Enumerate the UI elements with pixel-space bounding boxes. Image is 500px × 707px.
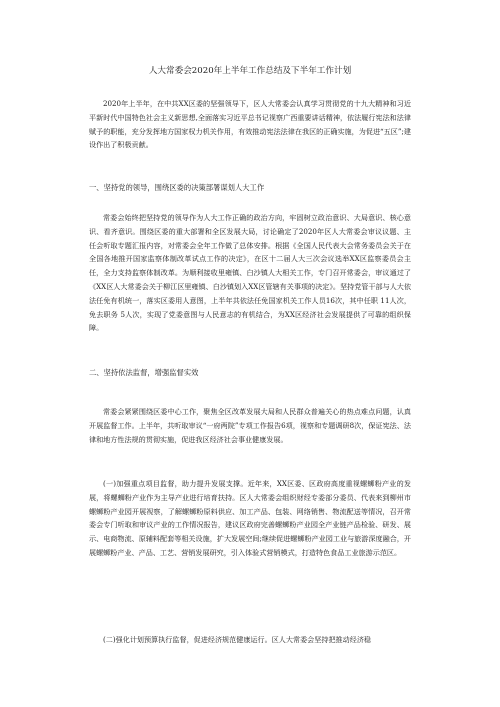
section-1-heading: 一、坚持党的领导，围绕区委的决策部署谋划人大工作 [89,183,265,192]
document-title: 人大常委会2020年上半年工作总结及下半年工作计划 [148,66,352,76]
section-1-body: 常委会始终把坚持党的领导作为人大工作正确的政治方向，牢固树立政治意识、大局意识、核心意识、看齐意识。围绕区委的重大部署和全区发展大局，讨论确定了2020年区人大常委会审议议题、主任会听取专题汇报内容，对常委会全年工作做了总体安排。根据《全国人民代表大会常务委员会关于在全国各地推开国家监察体制改革试点工作的决定》，在区十二届人大三次会议选举XX区监察委员会主任，全力支持监察体制改革。为顺利接收里雍镇、白沙镇人大相关工作，专门召开常委会，审议通过了《XX区人大常委会关于柳江区里雍镇、白沙镇划入XX区管辖有关事项的决定》。坚持党管干部与人大依法任免有机统一，落实区委用人意图，上半年共依法任免国家机关工作人员16次，其中任职 11人次，免去职务 5人次，实现了党委意图与人民意志的有机结合，为XX区经济社会发展提供了可靠的组织保障。 [89,213,411,333]
intro-paragraph: 2020年上半年，在中共XX区委的坚强领导下，区人大常委会认真学习贯彻党的十九大精神和习近平新时代中国特色社会主义新思想,全面落实习近平总书记视察广西重要讲话精神，依法履行宪法和法律赋予的职能，充分发挥地方国家权力机关作用，有效推动宪法法律在我区的正确实施，为促进“五区”;建设作出了积极贡献。 [89,99,411,150]
section-2-heading: 二、坚持依法监督，增强监督实效 [89,368,199,377]
section-2-item-2: (二)强化计划预算执行监督，促进经济规范健康运行。区人大常委会坚持把推动经济稳 [103,635,372,644]
section-2-item-1: (一)加强重点项目监督，助力提升发展支撑。近年来，XX区委、区政府高度重视螺蛳粉产业的发展，将螺蛳粉产业作为主导产业进行培育扶持。区人大常委会组织财经专委部分委员、代表来到柳州市螺蛳粉产业园开展视察，了解螺蛳粉原料供应、加工产品、包装、网络销售、物流配送等情况，召开常委会专门听取和审议产业的工作情况报告，建议区政府完善螺蛳粉产业园全产业链产品检验、研发、展示、电商物流、原辅料配套等相关设施，扩大发展空间;继续促进螺蛳粉产业园工业与旅游深度融合，开展螺蛳粉产业、产品、工艺、营销发展研究，引入体验式营销模式，打造特色食品工业旅游示范区。 [89,479,411,557]
section-2-body: 常委会紧紧围绕区委中心工作，聚焦全区改革发展大局和人民群众普遍关心的热点难点问题，认真开展监督工作。上半年，共听取审议“一府两院”专项工作报告6项，视察和专题调研8次，保证宪法、法律和地方性法规的贯彻实施，促进我区经济社会事业健康发展。 [89,407,411,444]
